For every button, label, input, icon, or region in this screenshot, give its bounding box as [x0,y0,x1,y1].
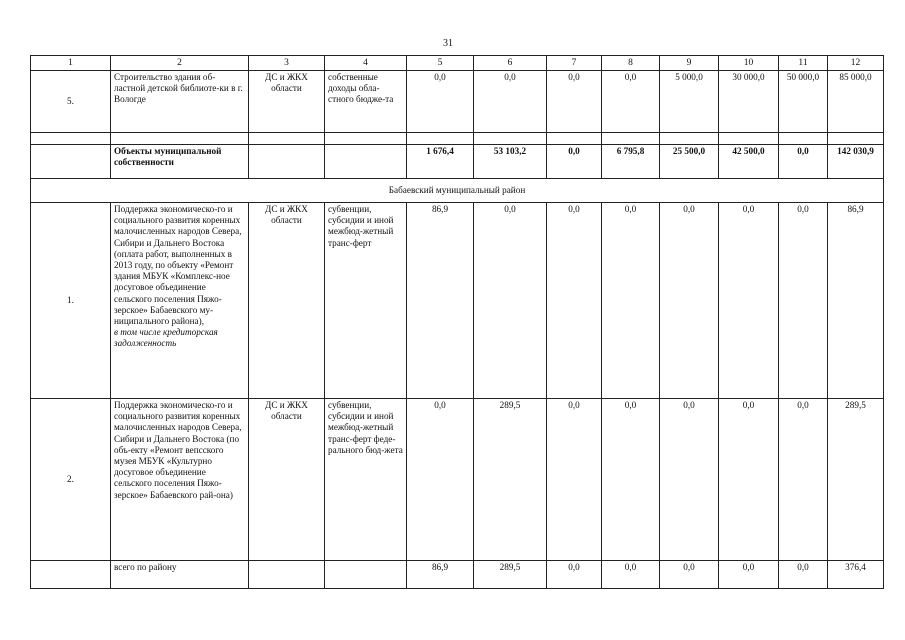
total-value: 0,0 [779,561,828,589]
value-cell: 0,0 [602,71,660,133]
column-number: 5 [407,56,474,71]
value-cell: 0,0 [474,71,547,133]
value-cell: 30 000,0 [719,71,779,133]
customer: ДС и ЖКХ области [249,71,325,133]
section-row [31,179,884,203]
total-value: 0,0 [779,145,828,179]
total-value: 86,9 [407,561,474,589]
row-number: 1. [31,203,111,399]
column-number: 1 [31,56,111,71]
table-row [31,399,884,561]
total-value: 376,4 [828,561,884,589]
table-row [31,71,884,133]
column-number: 3 [249,56,325,71]
total-value: 0,0 [547,145,602,179]
column-number: 11 [779,56,828,71]
total-label: всего по району [111,561,249,589]
total-value: 25 500,0 [660,145,719,179]
column-number: 6 [474,56,547,71]
total-value: 0,0 [602,561,660,589]
value-cell: 50 000,0 [779,71,828,133]
object-name: Строительство здания об-ластной детской библиоте-ки в г. Вологде [111,71,249,133]
funding-source: субвенции, субсидии и иной межбюд-жетный транс-ферт [325,203,407,399]
total-value: 142 030,9 [828,145,884,179]
value-cell: 0,0 [660,203,719,399]
funding-source: собственные доходы обла-стного бюдже-та [325,71,407,133]
total-value: 0,0 [660,561,719,589]
total-label: Объекты муниципальной собственности [111,145,249,179]
column-number: 9 [660,56,719,71]
object-name [111,203,249,399]
total-value: 0,0 [547,561,602,589]
page-number: 31 [443,38,453,49]
value-cell: 0,0 [719,399,779,561]
funding-source: субвенции, субсидии и иной межбюд-жетный транс-ферт феде-рального бюд-жета [325,399,407,561]
value-cell: 0,0 [602,203,660,399]
column-number: 8 [602,56,660,71]
value-cell: 0,0 [660,399,719,561]
value-cell: 0,0 [547,71,602,133]
total-value: 53 103,2 [474,145,547,179]
value-cell: 0,0 [407,399,474,561]
column-number: 10 [719,56,779,71]
value-cell: 0,0 [779,203,828,399]
value-cell: 85 000,0 [828,71,884,133]
value-cell: 0,0 [719,203,779,399]
column-number: 2 [111,56,249,71]
customer: ДС и ЖКХ области [249,203,325,399]
column-number-row [31,56,884,71]
row-number: 5. [31,71,111,133]
value-cell: 5 000,0 [660,71,719,133]
value-cell: 0,0 [602,399,660,561]
value-cell: 289,5 [828,399,884,561]
object-name-text: Поддержка экономическо-го и социального развития коренных малочисленных народов Севера, Сибири и Дальнего Востока (оплата работ, выполненных в 2013 году, по объекту «Ремонт здания МБУК «Комплекс-ное досуговое объединение сельского поселения Пяжо-зерское» Бабаевского му-ниципального района), [114,204,242,327]
value-cell: 0,0 [547,399,602,561]
value-cell: 86,9 [407,203,474,399]
column-number: 4 [325,56,407,71]
total-value: 289,5 [474,561,547,589]
district-total-row [31,561,884,589]
value-cell: 0,0 [547,203,602,399]
value-cell: 0,0 [474,203,547,399]
column-number: 7 [547,56,602,71]
total-value: 42 500,0 [719,145,779,179]
value-cell: 0,0 [779,399,828,561]
spacer-row [31,133,884,145]
customer: ДС и ЖКХ области [249,399,325,561]
value-cell: 86,9 [828,203,884,399]
object-name: Поддержка экономическо-го и социального развития коренных малочисленных народов Севера, Сибири и Дальнего Востока (по объ-екту «Ремонт вепсского музея МБУК «Культурно досуговое объединение сельского поселения Пяжо-зерское» Бабаевского рай-она) [111,399,249,561]
table-row [31,203,884,399]
column-number: 12 [828,56,884,71]
total-value: 1 676,4 [407,145,474,179]
total-value: 0,0 [719,561,779,589]
row-number: 2. [31,399,111,561]
value-cell: 289,5 [474,399,547,561]
section-title: Бабаевский муниципальный район [31,179,884,203]
object-name-note: в том числе кредиторская задолженность [114,327,218,349]
total-value: 6 795,8 [602,145,660,179]
budget-table [30,55,884,589]
municipal-total-row [31,145,884,179]
value-cell: 0,0 [407,71,474,133]
